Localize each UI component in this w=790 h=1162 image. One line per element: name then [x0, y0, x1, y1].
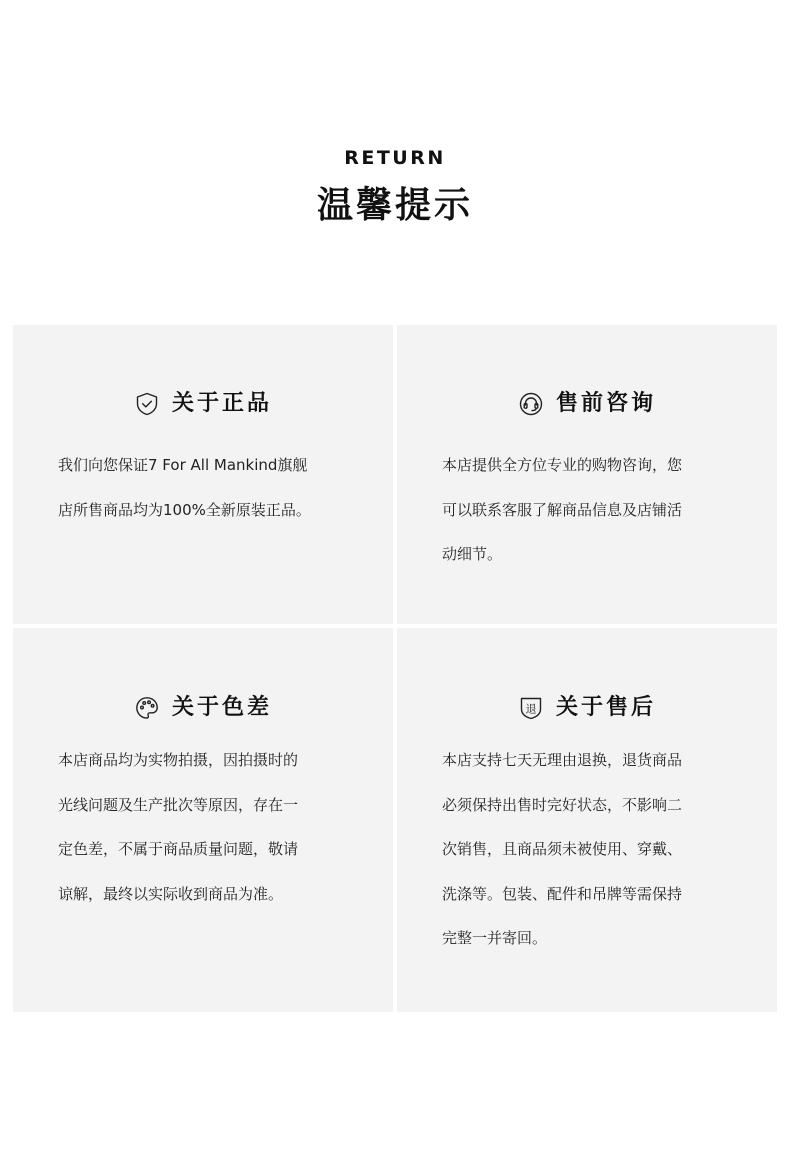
card-body-line: 可以联系客服了解商品信息及店铺活 — [442, 500, 683, 519]
card-header — [13, 692, 393, 724]
card-body-line: 本店商品均为实物拍摄，因拍摄时的 — [58, 751, 299, 769]
card-body-line: 本店提供全方位专业的购物咨询，您 — [442, 456, 683, 474]
return-shield-icon — [518, 695, 544, 721]
page-subtitle: RETURN — [344, 147, 446, 169]
card-body-line: 本店支持七天无理由退换，退货商品 — [442, 751, 683, 769]
card-body-line: 我们向您保证7 For All Mankind旗舰 — [58, 456, 308, 474]
card-authentic-products — [13, 325, 393, 624]
card-body-line: 次销售，且商品须未被使用、穿戴、 — [442, 840, 683, 858]
card-body — [58, 443, 353, 532]
card-title: 关于售后 — [555, 695, 656, 720]
return-icon-glyph: 退 — [525, 702, 537, 716]
shield-check-icon — [134, 391, 160, 417]
card-body-line: 光线问题及生产批次等原因，存在一 — [58, 795, 299, 814]
card-body — [442, 738, 737, 961]
card-body-line: 完整一并寄回。 — [442, 929, 548, 947]
card-body-line: 洗涤等。包装、配件和吊牌等需保持 — [442, 884, 683, 903]
card-body — [442, 443, 737, 577]
card-header — [397, 388, 777, 420]
card-header — [397, 692, 777, 724]
card-body — [58, 738, 353, 916]
card-body-line: 定色差，不属于商品质量问题，敬请 — [58, 840, 299, 858]
card-title: 关于正品 — [171, 391, 272, 416]
palette-icon — [134, 695, 160, 721]
card-body-line: 必须保持出售时完好状态，不影响二 — [442, 795, 683, 814]
card-pre-sale-consultation — [397, 325, 777, 624]
card-color-difference — [13, 628, 393, 1012]
card-title: 关于色差 — [171, 695, 272, 720]
card-body-line: 店所售商品均为100%全新原装正品。 — [58, 500, 311, 519]
card-after-sales — [397, 628, 777, 1012]
headset-icon — [518, 391, 544, 417]
card-body-line: 谅解，最终以实际收到商品为准。 — [58, 884, 284, 903]
card-header — [13, 388, 393, 420]
page-title: 温馨提示 — [316, 185, 473, 226]
card-body-line: 动细节。 — [442, 545, 503, 563]
card-title: 售前咨询 — [555, 391, 656, 416]
